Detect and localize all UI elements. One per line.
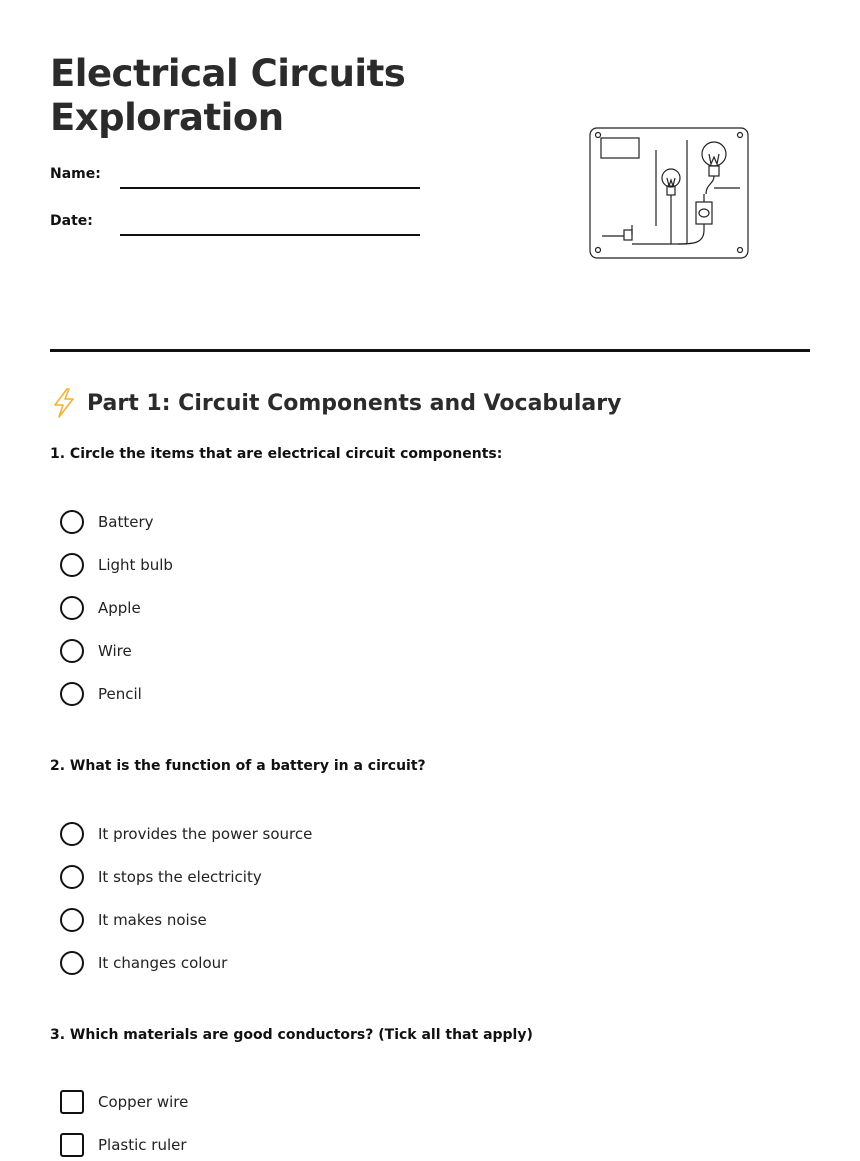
name-field[interactable] (120, 187, 420, 189)
option-label: Plastic ruler (98, 1136, 187, 1154)
q3-option-copper-wire[interactable] (60, 1090, 188, 1114)
q2-option-stops-electricity[interactable] (60, 865, 262, 889)
worksheet-title (50, 52, 405, 140)
radio-circle[interactable] (60, 865, 84, 889)
option-label: It provides the power source (98, 825, 313, 843)
circuit-board-illustration (588, 126, 750, 260)
q1-option-light-bulb[interactable] (60, 553, 173, 577)
section-divider (50, 349, 810, 352)
radio-circle[interactable] (60, 822, 84, 846)
option-label: Light bulb (98, 556, 173, 574)
option-label: Apple (98, 599, 141, 617)
part1-heading (52, 388, 621, 418)
q2-option-makes-noise[interactable] (60, 908, 207, 932)
option-label: It makes noise (98, 911, 207, 929)
option-label: Battery (98, 513, 154, 531)
radio-circle[interactable] (60, 951, 84, 975)
radio-circle[interactable] (60, 553, 84, 577)
date-field[interactable] (120, 234, 420, 236)
name-label: Name: (50, 166, 101, 182)
radio-circle[interactable] (60, 908, 84, 932)
q2-option-power-source[interactable] (60, 822, 312, 846)
date-label: Date: (50, 213, 93, 229)
option-label: It stops the electricity (98, 868, 262, 886)
question-1: 1. Circle the items that are electrical circuit components: (50, 446, 503, 462)
checkbox[interactable] (60, 1090, 84, 1114)
checkbox[interactable] (60, 1133, 84, 1157)
q1-option-pencil[interactable] (60, 682, 142, 706)
q2-option-changes-colour[interactable] (60, 951, 227, 975)
q1-option-wire[interactable] (60, 639, 132, 663)
option-label: Pencil (98, 685, 142, 703)
radio-circle[interactable] (60, 682, 84, 706)
q1-option-apple[interactable] (60, 596, 141, 620)
question-2: 2. What is the function of a battery in a circuit? (50, 758, 426, 774)
question-3: 3. Which materials are good conductors? (Tick all that apply) (50, 1027, 533, 1043)
radio-circle[interactable] (60, 639, 84, 663)
radio-circle[interactable] (60, 510, 84, 534)
title-line-1: Electrical Circuits (50, 52, 406, 95)
part1-heading-text: Part 1: Circuit Components and Vocabulary (87, 390, 622, 416)
radio-circle[interactable] (60, 596, 84, 620)
option-label: It changes colour (98, 954, 228, 972)
option-label: Copper wire (98, 1093, 189, 1111)
title-line-2: Exploration (50, 96, 284, 139)
q1-option-battery[interactable] (60, 510, 154, 534)
option-label: Wire (98, 642, 132, 660)
q3-option-plastic-ruler[interactable] (60, 1133, 187, 1157)
lightning-bolt-icon (52, 388, 76, 418)
